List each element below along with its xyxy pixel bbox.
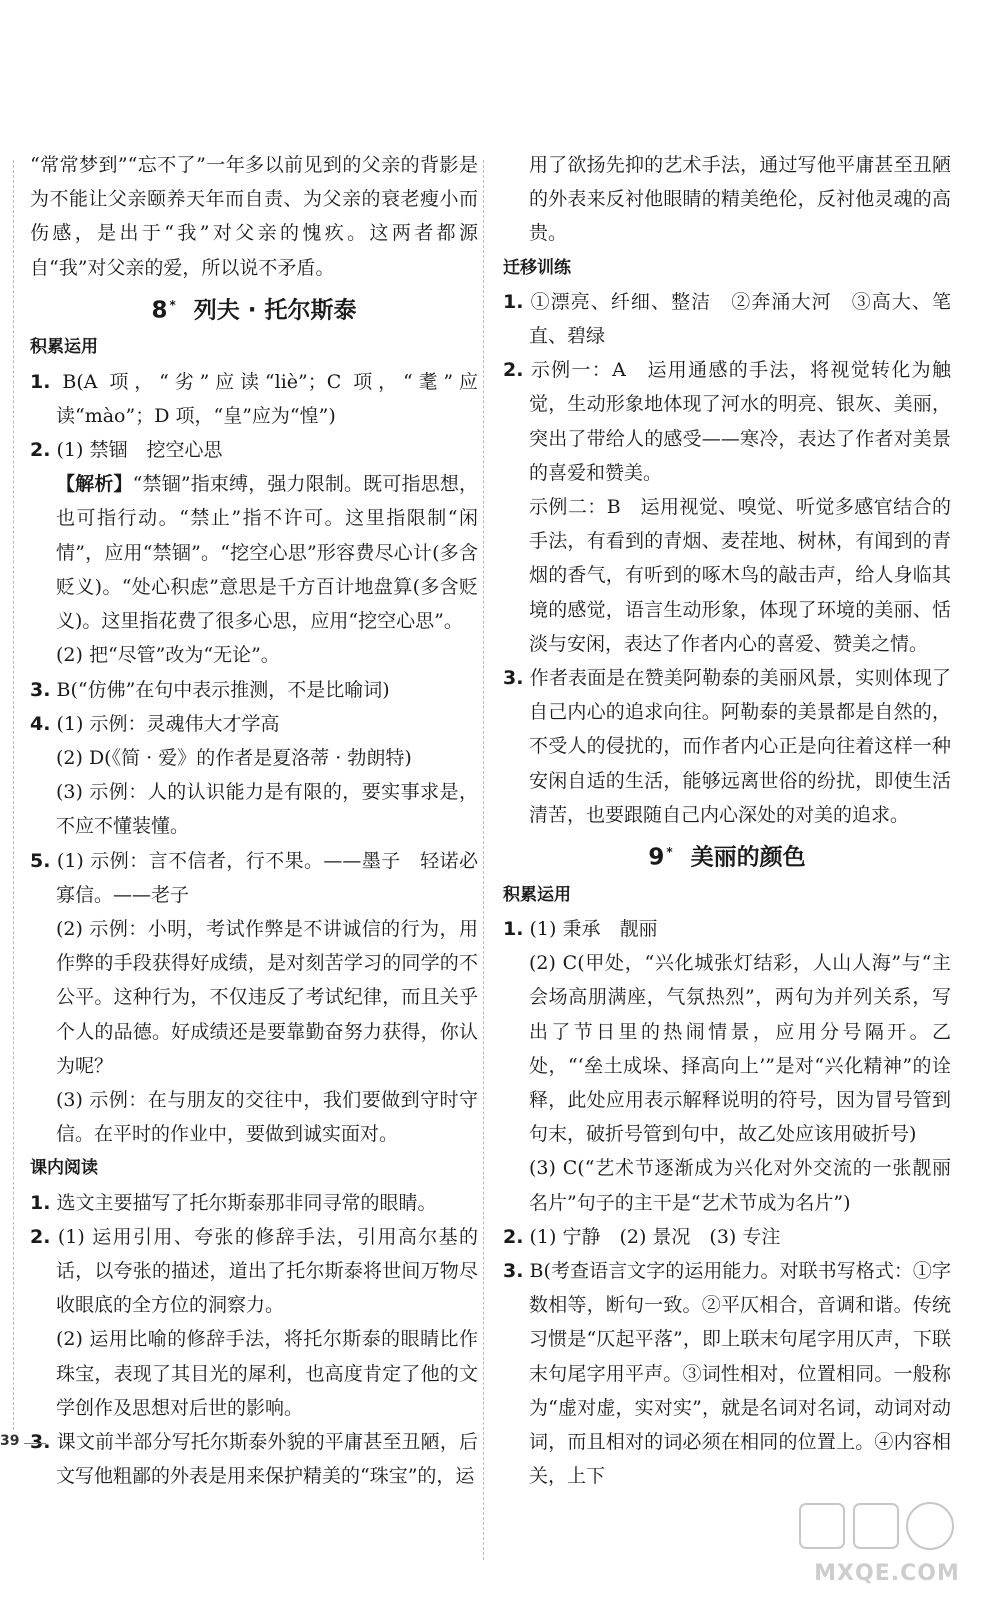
question-5 <box>30 844 478 912</box>
transfer-question-2 <box>503 353 951 490</box>
lesson-mark: * <box>169 297 176 312</box>
question-number: 2. <box>30 439 51 462</box>
answer-text: B(“仿佛”在句中表示推测，不是比喻词) <box>56 678 390 701</box>
answer-text: ①漂亮、纤细、整洁 ②奔涌大河 ③高大、笔直、碧绿 <box>529 290 951 348</box>
question-number: 2. <box>503 359 524 382</box>
answer-text: 课文前半部分写托尔斯泰外貌的平庸甚至丑陋，后文写他粗鄙的外表是用来保护精美的“珠宝”的，运 <box>56 1430 478 1488</box>
question-number: 3. <box>503 667 524 690</box>
answer-text: (1) 宁静 (2) 景况 (3) 专注 <box>529 1225 781 1248</box>
page-number-rule <box>24 1443 46 1444</box>
section-heading-accumulation: 积累运用 <box>503 884 571 905</box>
lesson-name: 列夫 · 托尔斯泰 <box>193 297 357 324</box>
right-column <box>503 148 951 1493</box>
answer-text: 作者表面是在赞美阿勒泰的美丽风景，实则体现了自己内心的追求向往。阿勒泰的美景都是自然的，不受人的侵扰的，而作者内心正是向往着这样一种安闲自适的生活，能够远离世俗的纷扰，即使生活清苦，也要跟随自己内心深处的对美的追求。 <box>529 667 951 826</box>
question-3 <box>503 1254 951 1493</box>
analysis-text: “禁锢”指束缚，强力限制。既可指思想，也可指行动。“禁止”指不许可。这里指限制“闲情”，应用“禁锢”。“挖空心思”形容费尽心计(多含贬义)。“处心积虑”意思是千方百计地盘算(多含贬义)。这里指花费了很多心思，应用“挖空心思”。 <box>56 473 478 633</box>
lesson-number: 8 <box>151 297 168 324</box>
answer-text: (1) 禁锢 挖空心思 <box>56 439 223 462</box>
watermark-text: MXQE.COM <box>814 1561 960 1586</box>
answer-text: 选文主要描写了托尔斯泰那非同寻常的眼睛。 <box>56 1191 437 1214</box>
answer-subpart: (2) D(《简 · 爱》的作者是夏洛蒂 · 勃朗特) <box>56 746 412 769</box>
answer-subpart: (3) 示例：在与朋友的交往中，我们要做到守时守信。在平时的作业中，要做到诚实面对。 <box>56 1088 478 1146</box>
question-2 <box>30 433 478 467</box>
page-number: 39 <box>0 1433 20 1449</box>
continued-paragraph: 用了欲扬先抑的艺术手法，通过写他平庸甚至丑陋的外表来反衬他眼睛的精美绝伦，反衬他灵魂的高贵。 <box>529 154 951 245</box>
question-4 <box>30 707 478 741</box>
question-number: 3. <box>30 678 51 701</box>
reading-question-3 <box>30 1425 478 1493</box>
answer-subpart: (3) 示例：人的认识能力是有限的，要实事求是，不应不懂装懂。 <box>56 781 478 838</box>
question-number: 3. <box>503 1259 524 1282</box>
answer-subpart: (2) 示例：小明，考试作弊是不讲诚信的行为，用作弊的手段获得好成绩，是对刻苦学习的同学的不公平。这种行为，不仅违反了考试纪律，而且关乎个人的品德。好成绩还是要靠勤奋努力获得，你认为呢？ <box>56 917 478 1077</box>
analysis-paragraph <box>30 467 478 638</box>
question-number: 3. <box>30 1430 51 1453</box>
column-divider <box>483 160 484 1560</box>
question-number: 5. <box>30 849 51 872</box>
answer-subpart: (2) 运用比喻的修辞手法，将托尔斯泰的眼睛比作珠宝，表现了其目光的犀利，也高度肯定了他的文学创作及思想对后世的影响。 <box>56 1328 478 1419</box>
question-number: 1. <box>30 1191 51 1214</box>
lesson-mark: * <box>666 845 673 860</box>
lesson-number: 9 <box>648 844 665 871</box>
transfer-question-1 <box>503 285 951 353</box>
left-margin-rule <box>13 160 14 1430</box>
answer-text: (1) 运用引用、夸张的修辞手法，引用高尔基的话，以夸张的描述，道出了托尔斯泰将世间万物尽收眼底的全方位的洞察力。 <box>56 1225 478 1317</box>
question-number: 2. <box>503 1225 524 1248</box>
reading-question-2 <box>30 1220 478 1323</box>
answer-text: B(考查语言文字的运用能力。对联书写格式：①字数相等，断句一致。②平仄相合，音调和谐。传统习惯是“仄起平落”，即上联末句尾字用仄声，下联末句尾字用平声。③词性相对，位置相同。一般称为“虚对虚，实对实”，就是名词对名词，动词对动词，而且相对的词必须在相同的位置上。④内容相关，上下 <box>529 1259 951 1488</box>
question-3 <box>30 673 478 707</box>
answer-text: (1) 示例：灵魂伟大才学高 <box>56 712 280 735</box>
question-number: 1. <box>30 370 51 393</box>
analysis-tag: 【解析】 <box>56 473 133 496</box>
intro-paragraph: “常常梦到”“忘不了”一年多以前见到的父亲的背影是为不能让父亲颐养天年而自责、为父亲的衰老瘦小而伤感，是出于“我”对父亲的愧疚。这两者都源自“我”对父亲的爱，所以说不矛盾。 <box>30 154 478 279</box>
question-number: 1. <box>503 917 524 940</box>
answer-subpart: (3) C(“艺术节逐渐成为兴化对外交流的一张靓丽名片”句子的主干是“艺术节成为名片”) <box>529 1157 951 1214</box>
question-number: 2. <box>30 1225 51 1248</box>
watermark-logo <box>792 1498 982 1590</box>
lesson-9-title <box>503 832 951 878</box>
lesson-name: 美丽的颜色 <box>690 844 806 871</box>
section-heading-accumulation: 积累运用 <box>30 337 98 358</box>
section-heading-reading: 课内阅读 <box>30 1158 98 1179</box>
question-2 <box>503 1220 951 1254</box>
reading-question-1 <box>30 1186 478 1220</box>
question-number: 4. <box>30 712 51 735</box>
answer-subpart: 示例二：B 运用视觉、嗅觉、听觉多感官结合的手法，有看到的青烟、麦茬地、树林，有闻到的青烟的香气，有听到的啄木鸟的敲击声，给人身临其境的感觉，语言生动形象，体现了环境的美丽、恬淡与安闲，表达了作者内心的喜爱、赞美之情。 <box>529 496 951 655</box>
section-heading-transfer: 迁移训练 <box>503 257 571 278</box>
answer-text: B(A 项，“劣”应读“liè”；C 项，“耄”应读“mào”；D 项，“皇”应为“惶”) <box>56 370 478 427</box>
answer-text: 示例一：A 运用通感的手法，将视觉转化为触觉，生动形象地体现了河水的明亮、银灰、美丽，突出了带给人的感受——寒冷，表达了作者对美景的喜爱和赞美。 <box>529 359 951 484</box>
answer-text: (1) 秉承 靓丽 <box>529 917 658 940</box>
answer-text: (1) 示例：言不信者，行不果。——墨子 轻诺必寡信。——老子 <box>56 849 478 906</box>
question-1 <box>503 912 951 946</box>
question-number: 1. <box>503 290 524 313</box>
answer-subpart: (2) 把“尽管”改为“无论”。 <box>56 644 280 667</box>
transfer-question-3 <box>503 661 951 832</box>
left-column <box>30 148 478 1493</box>
question-1 <box>30 365 478 433</box>
answer-subpart: (2) C(甲处，“兴化城张灯结彩，人山人海”与“主会场高朋满座，气氛热烈”，两句为并列关系，写出了节日里的热闹情景，应用分号隔开。乙处，“‘垒土成垛、择高向上’”是对“兴化精神”的诠释，此处应用表示解释说明的符号，因为冒号管到句末，破折号管到句中，故乙处应该用破折号) <box>529 952 951 1146</box>
lesson-8-title <box>30 285 478 331</box>
